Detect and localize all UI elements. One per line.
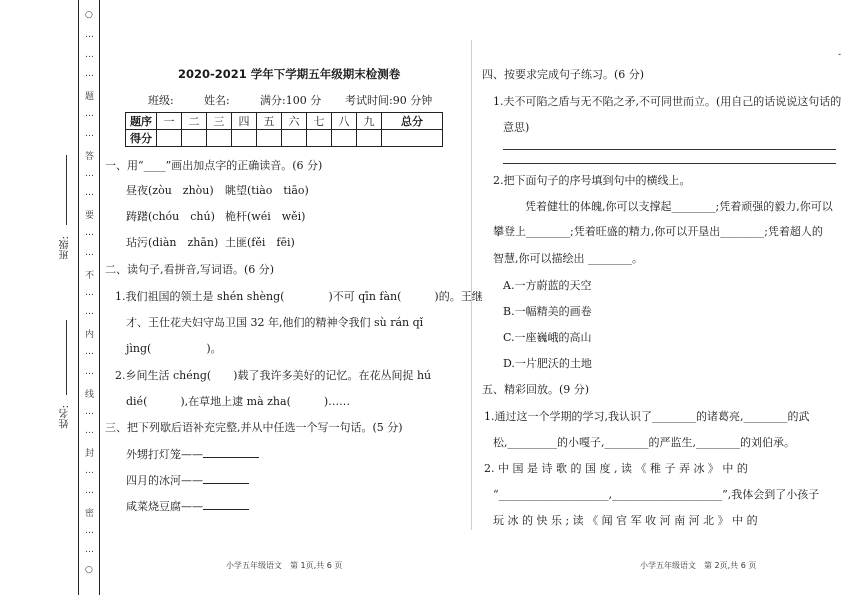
seal-char: … (85, 466, 94, 477)
seal-char: … (85, 366, 94, 377)
seal-char: … (85, 188, 94, 199)
seal-char: 答 (85, 151, 95, 162)
q5-line: 2. 中 国 是 诗 歌 的 国 度 , 读 《 稚 子 弄 冰 》 中 的 (484, 462, 748, 475)
q4-option: B.一幅精美的画卷 (503, 305, 592, 318)
score-cell[interactable] (232, 130, 257, 147)
seal-char: 内 (85, 330, 95, 341)
q3-heading: 三、把下列歇后语补充完整,并从中任选一个写一句话。(5 分) (105, 421, 403, 434)
binding-name-blank[interactable] (66, 320, 67, 395)
q2-text-line: 才、王仕花夫妇守岛卫国 32 年,他们的精神令我们 sù rán qǐ (126, 316, 424, 329)
seal-char: … (85, 109, 94, 120)
table-header-cell: 三 (207, 113, 232, 130)
answer-line[interactable] (503, 163, 836, 164)
seal-char: … (85, 287, 94, 298)
score-cell[interactable] (307, 130, 332, 147)
q1-heading: 一、用“____”画出加点字的正确读音。(6 分) (105, 159, 323, 172)
q1-item: 桅杆(wéi wěi) (225, 210, 306, 223)
seal-char: ○ (85, 565, 93, 576)
binding-line-outer (78, 0, 79, 595)
binding-class-blank[interactable] (66, 155, 67, 225)
table-header-cell: 二 (182, 113, 207, 130)
seal-char: … (85, 69, 94, 80)
q5-line: 松,_________的小嘎子,________的严监生,________的刘伯承。 (493, 436, 795, 449)
class-label: 班级: (148, 94, 174, 107)
answer-blank[interactable] (203, 471, 249, 484)
answer-line[interactable] (503, 149, 836, 150)
q3-item (126, 497, 249, 514)
seal-char: … (85, 307, 94, 318)
seal-char: … (85, 426, 94, 437)
seal-char: … (85, 525, 94, 536)
binding-name-label: 姓名: (60, 405, 71, 429)
seal-char: … (85, 128, 94, 139)
q4-passage-line: 攀登上________;凭着旺盛的精力,你可以开垦出________;凭着超人的 (493, 225, 823, 238)
seal-char: … (85, 168, 94, 179)
binding-line-inner (99, 0, 100, 595)
score-cell[interactable] (257, 130, 282, 147)
score-table (125, 112, 443, 147)
seal-char: 不 (85, 270, 95, 281)
q4-item1-line: 1.夫不可陷之盾与无不陷之矛,不可同世而立。(用自己的话说说这句话的 (493, 95, 842, 108)
name-label: 姓名: (204, 94, 230, 107)
q2-text-line: jìng( )。 (126, 342, 222, 355)
score-table-header-row (126, 113, 443, 130)
score-cell[interactable] (282, 130, 307, 147)
q4-passage-line: 智慧,你可以描绘出 ________。 (493, 252, 643, 265)
page2-footer: 小学五年级语文 第 2页,共 6 页 (640, 561, 757, 570)
q5-line: 玩 冰 的 快 乐 ; 读 《 闻 官 军 收 河 南 河 北 》 中 的 (493, 514, 758, 527)
table-header-cell: 七 (307, 113, 332, 130)
q4-option: A.一方蔚蓝的天空 (503, 279, 592, 292)
score-cell[interactable] (357, 130, 382, 147)
q3-item-text: 外甥打灯笼—— (126, 448, 203, 461)
seal-char: … (85, 49, 94, 60)
full-score: 满分:100 分 (260, 94, 322, 107)
q4-item1-line: 意思) (503, 121, 530, 134)
q4-option: D.一片肥沃的土地 (503, 357, 592, 370)
q5-line: “____________________,____________________”,我体会到了小孩子 (493, 488, 820, 501)
page1-footer: 小学五年级语文 第 1页,共 6 页 (226, 561, 343, 570)
seal-char: … (85, 347, 94, 358)
seal-char: … (85, 247, 94, 258)
q5-line: 1.通过这一个学期的学习,我认识了________的诸葛亮,________的武 (484, 410, 810, 423)
q1-item: 眺望(tiào tiāo) (225, 184, 309, 197)
table-header-cell: 一 (157, 113, 182, 130)
table-header-cell: 六 (282, 113, 307, 130)
q2-text-line: dié( ),在草地上逮 mà zha( )…… (126, 395, 351, 408)
q4-item2: 2.把下面句子的序号填到句中的横线上。 (493, 174, 691, 187)
score-cell[interactable] (207, 130, 232, 147)
q3-item-text: 四月的冰河—— (126, 474, 203, 487)
score-table-score-row (126, 130, 443, 147)
seal-char: … (85, 29, 94, 40)
seal-char: 密 (85, 508, 95, 519)
exam-title: 2020-2021 学年下学期五年级期末检测卷 (178, 67, 401, 81)
q3-item (126, 471, 249, 488)
binding-class-label: 班级: (60, 236, 71, 260)
seal-line-text (84, 0, 96, 595)
q5-heading: 五、精彩回放。(9 分) (482, 383, 590, 396)
q4-heading: 四、按要求完成句子练习。(6 分) (482, 68, 645, 81)
score-cell[interactable] (382, 130, 443, 147)
table-header-cell: 题序 (126, 113, 157, 130)
table-header-cell: 八 (332, 113, 357, 130)
score-row-label: 得分 (126, 130, 157, 147)
q4-passage-line: 凭着健壮的体魄,你可以支撑起________;凭着顽强的毅力,你可以 (525, 200, 833, 213)
seal-char: … (85, 545, 94, 556)
q1-item: 玷污(diàn zhān) (126, 236, 219, 249)
q2-heading: 二、读句子,看拼音,写词语。(6 分) (105, 263, 275, 276)
q3-item-text: 咸菜烧豆腐—— (126, 500, 203, 513)
q1-item: 踌躇(chóu chú) (126, 210, 215, 223)
seal-char: 要 (85, 211, 95, 222)
table-header-cell: 四 (232, 113, 257, 130)
page-divider (471, 40, 472, 530)
q1-item: 昼夜(zòu zhòu) (126, 184, 214, 197)
score-cell[interactable] (332, 130, 357, 147)
score-cell[interactable] (157, 130, 182, 147)
page2-corner-mark: - (838, 50, 842, 60)
q3-item (126, 445, 259, 462)
seal-char: 封 (85, 449, 95, 460)
seal-char: … (85, 228, 94, 239)
table-header-cell: 总分 (382, 113, 443, 130)
seal-char: 线 (85, 389, 95, 400)
table-header-cell: 九 (357, 113, 382, 130)
q2-text-line: 2.乡间生活 chéng( )载了我许多美好的记忆。在花丛间捉 hú (115, 369, 432, 382)
answer-blank[interactable] (203, 497, 249, 510)
seal-char: ○ (85, 10, 93, 20)
q1-item: 土匪(fěi fēi) (225, 236, 295, 249)
seal-char: … (85, 485, 94, 496)
seal-char: 题 (85, 92, 95, 103)
seal-char: … (85, 406, 94, 417)
exam-time: 考试时间:90 分钟 (345, 94, 433, 107)
score-cell[interactable] (182, 130, 207, 147)
q2-text-line: 1.我们祖国的领土是 shén shèng( )不可 qīn fàn( )的。王继 (115, 290, 483, 303)
table-header-cell: 五 (257, 113, 282, 130)
q4-option: C.一座巍峨的高山 (503, 331, 592, 344)
answer-blank[interactable] (203, 445, 259, 458)
